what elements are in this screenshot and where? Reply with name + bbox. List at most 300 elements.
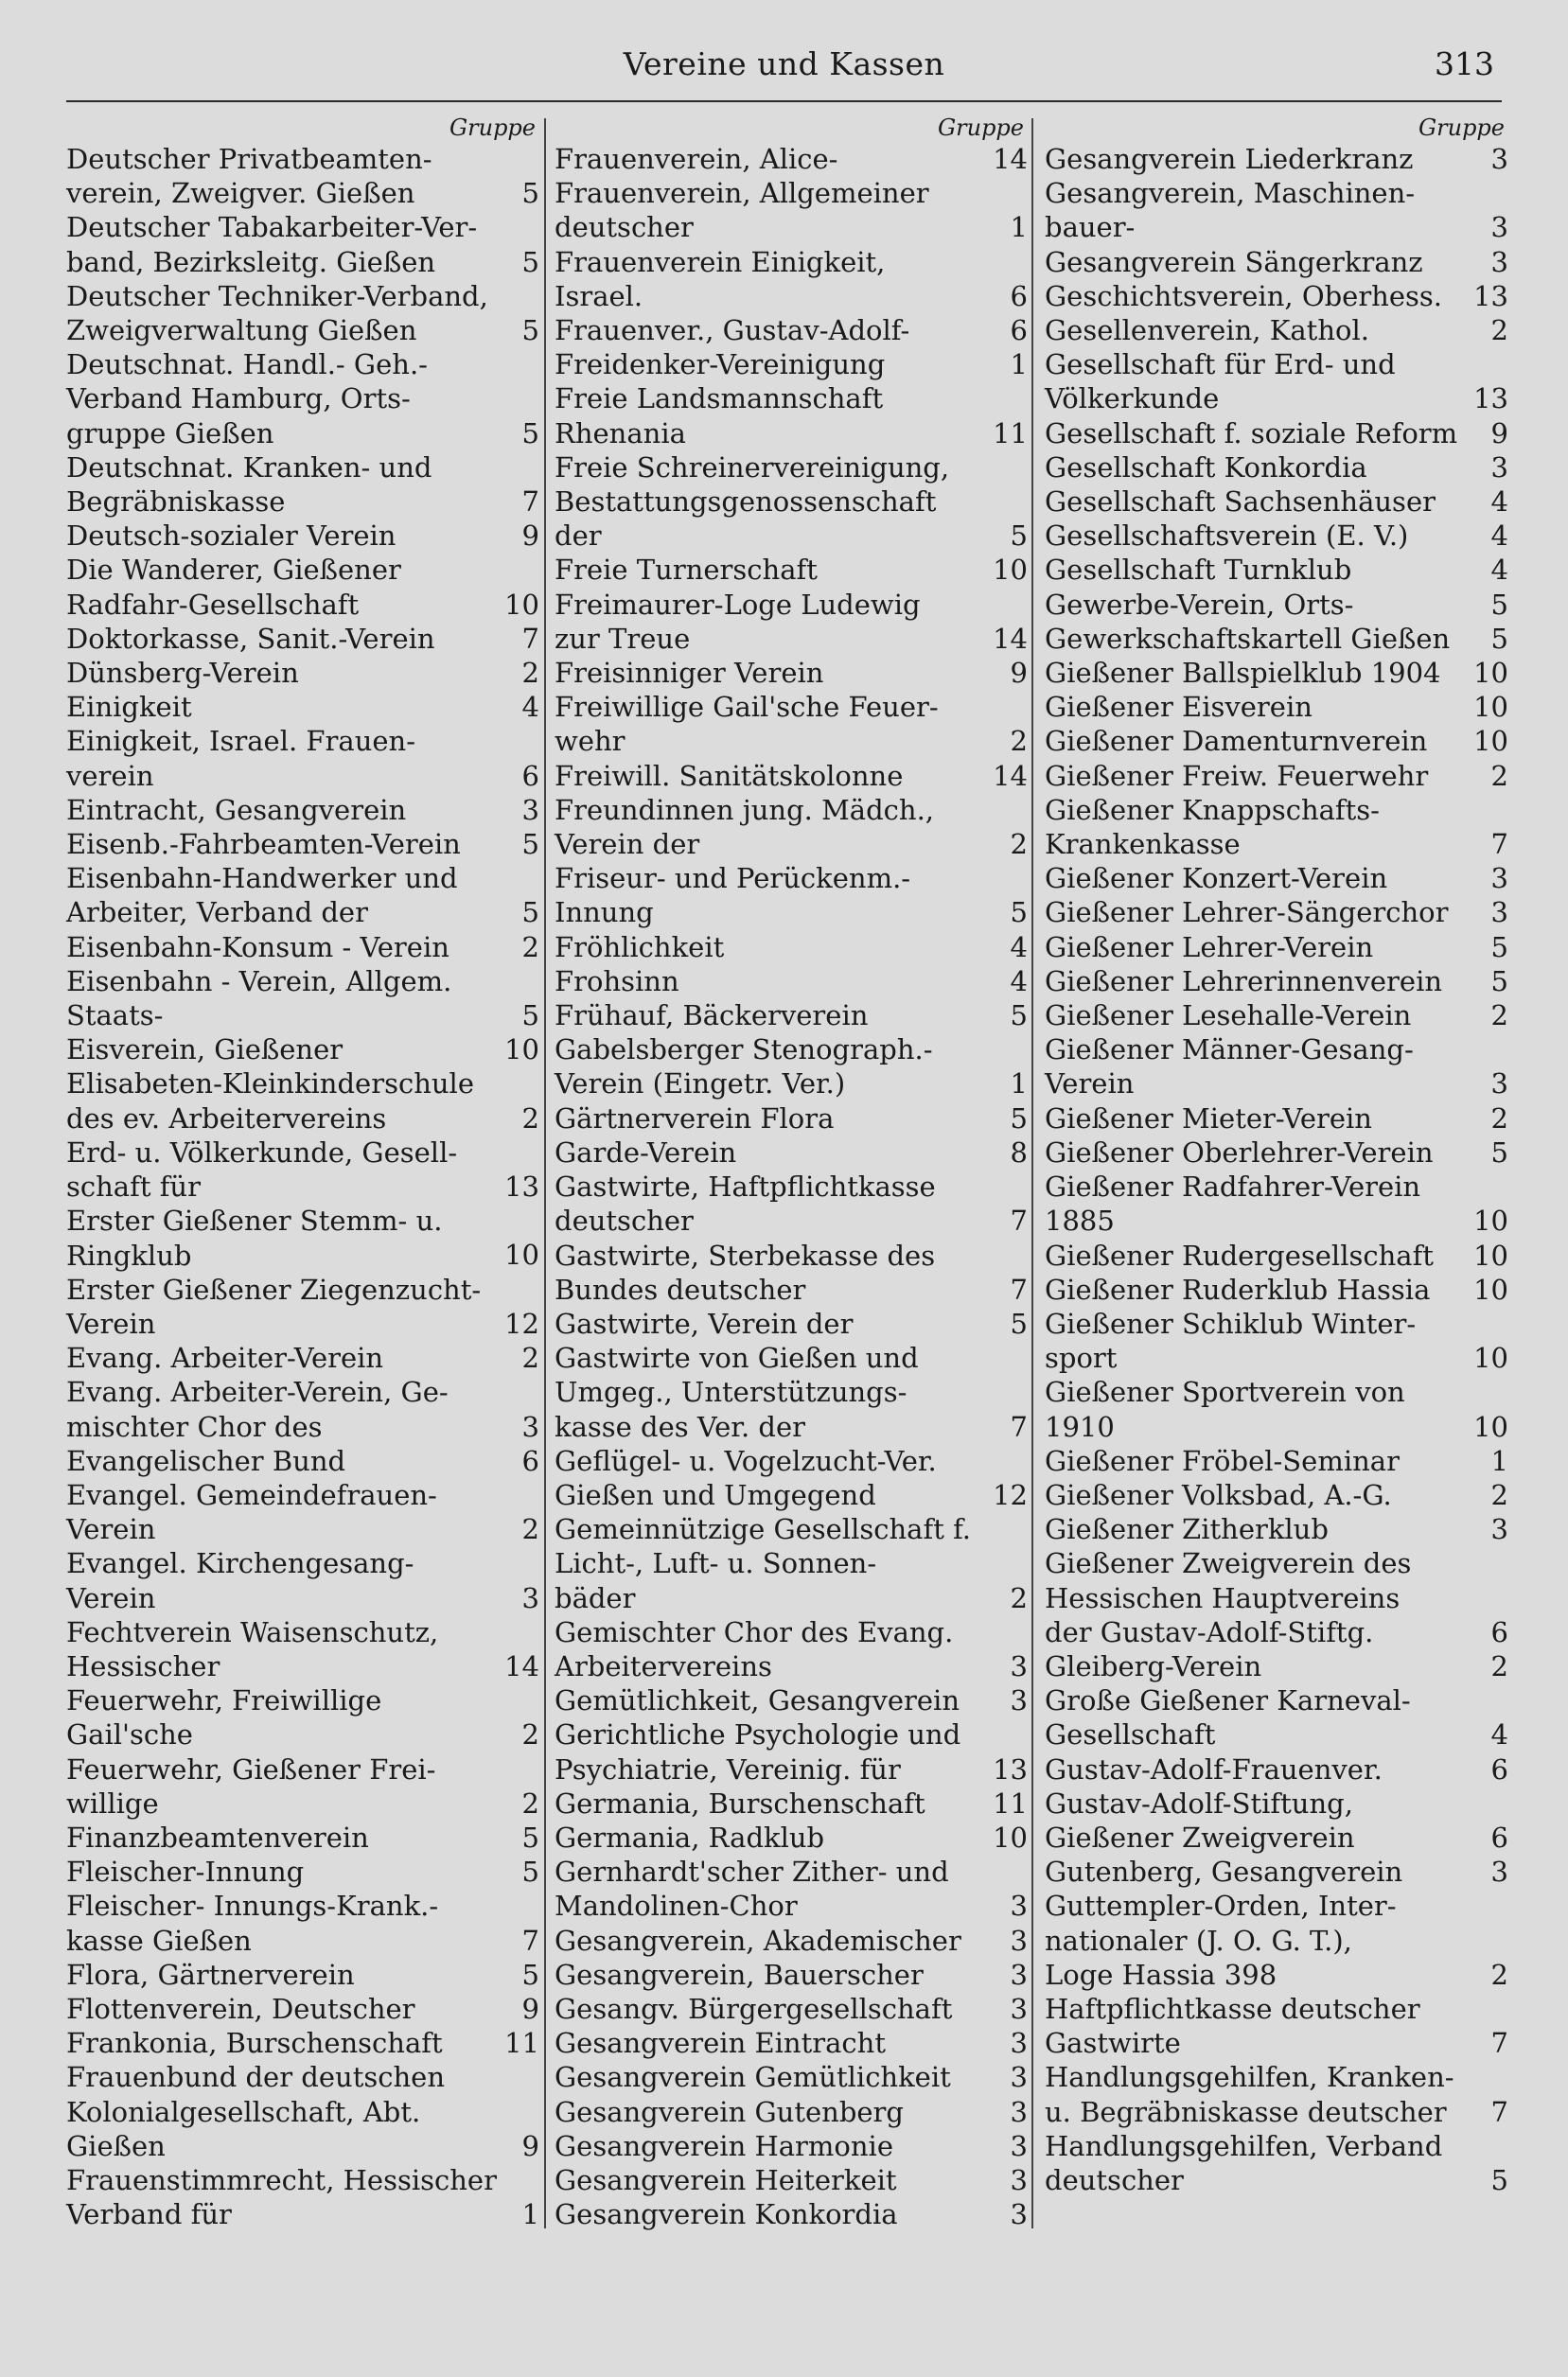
group-number: 3 — [1010, 1890, 1028, 1923]
entry-name: Gesellschaftsverein (E. V.) — [1045, 519, 1409, 553]
group-number: 11 — [993, 416, 1028, 449]
entry-name: Gesellschaft Sachsenhäuser — [1045, 485, 1436, 519]
entry-name: Gesangverein, Bauerscher — [555, 1958, 924, 1991]
entry-name: Gießener Fröbel-Seminar — [1045, 1444, 1400, 1477]
list-item — [1045, 1649, 1508, 1683]
entry-name: Gießener Damenturnverein — [1045, 725, 1428, 758]
list-item — [1045, 450, 1508, 484]
entry-name: Frauenver., Gustav-Adolf- — [555, 314, 910, 347]
entry-name: Eisenbahn - Verein, Allgem. Staats- — [66, 964, 452, 1032]
group-number: 3 — [1010, 2095, 1028, 2128]
entry-name: Frauenbund der deutschen Kolonialgesellschaft, Abt. Gießen — [66, 2061, 445, 2162]
group-number: 2 — [521, 1787, 539, 1820]
list-item — [555, 1307, 1028, 1341]
list-item — [1045, 1375, 1508, 1443]
group-number: 5 — [521, 177, 539, 210]
group-number: 5 — [1490, 930, 1508, 963]
entry-name: Gießener Lehrerinnenverein — [1045, 964, 1443, 997]
entry-name: Gleiberg-Verein — [1045, 1649, 1262, 1682]
list-item — [555, 690, 1028, 758]
list-item — [555, 1717, 1028, 1786]
list-item — [555, 2026, 1028, 2060]
group-number: 5 — [1010, 1101, 1028, 1135]
group-number: 14 — [993, 759, 1028, 792]
entry-name: Gießener Schiklub Winter- sport — [1045, 1307, 1417, 1375]
entry-name: Eintracht, Gesangverein — [66, 793, 407, 826]
list-item — [1045, 759, 1508, 793]
entry-name: Handlungsgehilfen, Verband deutscher — [1045, 2129, 1443, 2196]
group-number: 8 — [1010, 1136, 1028, 1169]
group-number: 5 — [521, 828, 539, 861]
list-item — [1045, 2060, 1508, 2128]
group-number: 3 — [1010, 1684, 1028, 1717]
group-number: 3 — [1010, 1958, 1028, 1991]
group-number: 5 — [1010, 519, 1028, 553]
list-item — [1045, 1787, 1508, 1855]
group-number: 14 — [993, 622, 1028, 655]
list-item — [1045, 1752, 1508, 1787]
entry-name: Gastwirte, Sterbekasse des Bundes deutscher — [555, 1239, 936, 1306]
list-item — [1045, 1512, 1508, 1546]
entry-name: Gemütlichkeit, Gesangverein — [555, 1684, 960, 1717]
group-number: 3 — [1490, 1856, 1508, 1889]
list-item — [555, 1101, 1028, 1136]
group-number: 7 — [1490, 2095, 1508, 2128]
group-number: 5 — [521, 999, 539, 1032]
group-number: 3 — [521, 1410, 539, 1443]
entry-name: Fleischer-Innung — [66, 1856, 305, 1889]
group-number: 3 — [1010, 2061, 1028, 2094]
list-item — [66, 656, 539, 690]
group-number: 13 — [504, 1171, 539, 1204]
group-number: 1 — [1010, 348, 1028, 381]
group-number: 5 — [1490, 588, 1508, 621]
list-item — [66, 1032, 539, 1066]
entry-name: Gießener Ballspielklub 1904 — [1045, 657, 1441, 690]
entry-name: Gesellenverein, Kathol. — [1045, 314, 1369, 347]
list-item — [1045, 245, 1508, 279]
list-item — [66, 861, 539, 929]
group-number: 5 — [521, 1958, 539, 1991]
list-item — [1045, 656, 1508, 690]
entry-name: Gießener Sportverein von 1910 — [1045, 1376, 1405, 1443]
list-item — [555, 381, 1028, 449]
entry-name: Freisinniger Verein — [555, 657, 824, 690]
entry-name: Gustav-Adolf-Frauenver. — [1045, 1752, 1383, 1786]
list-item — [555, 1239, 1028, 1307]
group-number: 9 — [521, 519, 539, 553]
entry-name: Erster Gießener Ziegenzucht- Verein — [66, 1273, 482, 1340]
column-3 — [1045, 114, 1508, 2197]
list-item — [1045, 142, 1508, 176]
entry-name: Flora, Gärtnerverein — [66, 1958, 355, 1991]
group-number: 5 — [1010, 1307, 1028, 1340]
group-number: 5 — [1490, 622, 1508, 655]
list-item — [66, 1136, 539, 1204]
group-number: 4 — [1010, 930, 1028, 963]
entry-name: Einigkeit, Israel. Frauen- verein — [66, 725, 416, 792]
entry-name: Evangel. Gemeindefrauen- Verein — [66, 1478, 437, 1546]
group-number: 5 — [521, 896, 539, 929]
group-number: 3 — [1490, 450, 1508, 484]
group-number: 13 — [1473, 279, 1508, 312]
entry-name: Gabelsberger Stenograph.- Verein (Eingetr. Ver.) — [555, 1033, 933, 1100]
group-number: 3 — [1010, 2129, 1028, 2162]
group-number: 10 — [504, 1239, 539, 1272]
group-number: 4 — [1010, 964, 1028, 997]
entry-name: Gießener Knappschafts- Krankenkasse — [1045, 793, 1380, 861]
entry-name: Eisenbahn-Konsum - Verein — [66, 930, 449, 963]
list-item — [66, 1958, 539, 1992]
group-number: 3 — [1010, 2027, 1028, 2060]
group-number: 13 — [1473, 382, 1508, 415]
list-item — [66, 519, 539, 553]
group-number: 10 — [1473, 657, 1508, 690]
entry-name: Freie Schreinervereinigung, Bestattungsgenossenschaft der — [555, 450, 950, 553]
column-divider — [1031, 118, 1033, 2228]
group-label: Gruppe — [449, 114, 536, 141]
list-item — [1045, 622, 1508, 656]
group-number: 10 — [1473, 1410, 1508, 1443]
entry-name: Gerichtliche Psychologie und Psychiatrie, Vereinig. für — [555, 1718, 961, 1786]
list-item — [555, 1341, 1028, 1444]
group-number: 4 — [1490, 519, 1508, 553]
entry-name: Fleischer- Innungs-Krank.- kasse Gießen — [66, 1890, 439, 1957]
group-number: 3 — [1490, 862, 1508, 895]
list-item — [1045, 1032, 1508, 1100]
entry-name: Flottenverein, Deutscher — [66, 1992, 415, 2025]
group-number: 2 — [1010, 828, 1028, 861]
entry-name: Gesangverein, Akademischer — [555, 1924, 961, 1957]
list-item — [555, 1615, 1028, 1683]
entry-name: Geflügel- u. Vogelzucht-Ver. Gießen und Umgegend — [555, 1444, 937, 1511]
group-number: 2 — [1010, 1581, 1028, 1614]
list-item — [66, 1341, 539, 1375]
group-number: 6 — [1490, 1752, 1508, 1786]
entry-name: Gastwirte, Haftpflichtkasse deutscher — [555, 1171, 936, 1238]
list-item — [1045, 313, 1508, 347]
list-item — [66, 1546, 539, 1614]
group-number: 2 — [1490, 1649, 1508, 1682]
group-number: 3 — [1490, 1067, 1508, 1100]
group-number: 5 — [521, 416, 539, 449]
group-number: 2 — [1490, 759, 1508, 792]
entry-name: Große Gießener Karneval- Gesellschaft — [1045, 1684, 1411, 1752]
list-item — [66, 622, 539, 656]
group-number: 7 — [1490, 2027, 1508, 2060]
list-item — [1045, 998, 1508, 1032]
entry-name: Eisenb.-Fahrbeamten-Verein — [66, 828, 461, 861]
page-number: 313 — [1435, 45, 1494, 82]
group-number: 5 — [521, 245, 539, 278]
group-number: 10 — [1473, 1273, 1508, 1306]
group-number: 10 — [1473, 1239, 1508, 1272]
list-item — [1045, 1101, 1508, 1136]
entry-name: Gießener Zweigverein des Hessischen Hauptvereins der Gustav-Adolf-Stiftg. — [1045, 1547, 1412, 1648]
entry-name: Frauenverein, Allgemeiner deutscher — [555, 177, 929, 244]
group-number: 2 — [1010, 725, 1028, 758]
list-item — [1045, 1855, 1508, 1889]
entry-name: Frauenverein Einigkeit, Israel. — [555, 245, 886, 312]
column-divider — [544, 118, 546, 2228]
list-item — [1045, 1307, 1508, 1375]
group-number: 2 — [521, 1101, 539, 1135]
group-number: 3 — [1010, 1649, 1028, 1682]
entry-name: Gießener Oberlehrer-Verein — [1045, 1136, 1434, 1169]
list-item — [1045, 690, 1508, 724]
entry-name: Freie Landsmannschaft Rhenania — [555, 382, 884, 449]
group-number: 2 — [1490, 1101, 1508, 1135]
list-item — [1045, 1273, 1508, 1307]
group-number: 2 — [521, 1342, 539, 1375]
list-item — [66, 279, 539, 347]
group-number: 7 — [1010, 1410, 1028, 1443]
entry-name: Erd- u. Völkerkunde, Gesell- schaft für — [66, 1136, 458, 1204]
entry-name: Gesangverein Konkordia — [555, 2198, 898, 2231]
entry-name: Geschichtsverein, Oberhess. — [1045, 279, 1443, 312]
entry-name: Deutschnat. Handl.- Geh.- Verband Hamburg, Orts- gruppe Gießen — [66, 348, 428, 449]
list-item — [1045, 176, 1508, 244]
list-item — [555, 1136, 1028, 1170]
entry-name: Dünsberg-Verein — [66, 657, 299, 690]
list-item — [1045, 895, 1508, 929]
group-number: 13 — [993, 1752, 1028, 1786]
entry-name: Friseur- und Perückenm.- Innung — [555, 862, 911, 929]
list-item — [555, 2197, 1028, 2231]
group-number: 12 — [993, 1478, 1028, 1511]
group-number: 5 — [521, 1856, 539, 1889]
group-number: 10 — [1473, 691, 1508, 724]
list-item — [66, 1992, 539, 2026]
entry-name: Gastwirte von Gießen und Umgeg., Unterstützungs- kasse des Ver. der — [555, 1342, 919, 1443]
entry-name: Gießener Lehrer-Sängerchor — [1045, 896, 1449, 929]
group-number: 3 — [521, 793, 539, 826]
entry-name: Gießener Rudergesellschaft — [1045, 1239, 1434, 1272]
entry-name: Elisabeten-Kleinkinderschule des ev. Arbeitervereins — [66, 1067, 474, 1135]
group-number: 6 — [1490, 1615, 1508, 1648]
list-item — [1045, 1546, 1508, 1649]
entry-name: Gemeinnützige Gesellschaft f. Licht-, Luft- u. Sonnen- bäder — [555, 1513, 971, 1614]
list-item — [555, 2095, 1028, 2129]
entry-name: Gesellschaft Konkordia — [1045, 450, 1367, 484]
list-item — [66, 142, 539, 210]
list-item — [555, 1444, 1028, 1512]
list-item — [66, 2060, 539, 2163]
list-item — [555, 1512, 1028, 1615]
list-item — [555, 1924, 1028, 1958]
group-number: 3 — [1490, 896, 1508, 929]
list-item — [1045, 793, 1508, 861]
entry-name: Feuerwehr, Freiwillige Gail'sche — [66, 1684, 382, 1752]
list-item — [66, 1066, 539, 1135]
entry-name: Frohsinn — [555, 964, 679, 997]
list-item — [66, 930, 539, 964]
group-number: 2 — [1490, 999, 1508, 1032]
list-item — [555, 861, 1028, 929]
entry-name: Gutenberg, Gesangverein — [1045, 1856, 1403, 1889]
entry-name: Einigkeit — [66, 691, 192, 724]
group-number: 7 — [1010, 1273, 1028, 1306]
list-item — [555, 1683, 1028, 1717]
entry-name: Freie Turnerschaft — [555, 554, 818, 587]
group-number: 5 — [521, 314, 539, 346]
group-number: 6 — [1010, 314, 1028, 347]
entry-name: Gießener Radfahrer-Verein 1885 — [1045, 1171, 1421, 1238]
entry-name: Gastwirte, Verein der — [555, 1307, 854, 1340]
list-item — [66, 690, 539, 724]
group-number: 3 — [1490, 245, 1508, 278]
list-item — [555, 1992, 1028, 2026]
entry-name: Guttempler-Orden, Inter- nationaler (J. O. G. T.), Loge Hassia 398 — [1045, 1890, 1397, 1991]
list-item — [1045, 1239, 1508, 1273]
group-number: 4 — [1490, 485, 1508, 519]
list-item — [1045, 519, 1508, 553]
list-item — [66, 1273, 539, 1341]
group-number: 1 — [1010, 211, 1028, 244]
entry-name: Gesangverein, Maschinen- bauer- — [1045, 177, 1416, 244]
group-number: 2 — [1490, 1958, 1508, 1991]
entry-name: Gewerbe-Verein, Orts- — [1045, 588, 1354, 621]
column-2 — [555, 114, 1028, 2231]
entry-name: Evang. Arbeiter-Verein, Ge- mischter Chor des — [66, 1376, 449, 1443]
entry-name: Gemischter Chor des Evang. Arbeitervereins — [555, 1615, 954, 1682]
group-number: 7 — [1010, 1205, 1028, 1238]
entry-name: Deutscher Techniker-Verband, Zweigverwaltung Gießen — [66, 279, 488, 347]
list-item — [555, 793, 1028, 861]
group-label: Gruppe — [937, 114, 1024, 141]
list-item — [1045, 2129, 1508, 2197]
list-item — [66, 1683, 539, 1752]
list-item — [1045, 1683, 1508, 1752]
list-item — [555, 759, 1028, 793]
group-label: Gruppe — [1418, 114, 1505, 141]
entry-name: Gießener Konzert-Verein — [1045, 862, 1388, 895]
entry-name: Eisenbahn-Handwerker und Arbeiter, Verband der — [66, 862, 458, 929]
list-item — [555, 588, 1028, 656]
group-number: 3 — [1490, 211, 1508, 244]
entry-name: Finanzbeamtenverein — [66, 1821, 369, 1854]
group-number: 11 — [993, 1787, 1028, 1820]
list-item — [66, 1615, 539, 1683]
entry-name: Handlungsgehilfen, Kranken- u. Begräbniskasse deutscher — [1045, 2061, 1454, 2128]
list-item — [555, 176, 1028, 244]
list-item — [555, 998, 1028, 1032]
group-number: 5 — [1010, 896, 1028, 929]
entry-name: Die Wanderer, Gießener Radfahr-Gesellschaft — [66, 554, 401, 621]
list-item — [555, 656, 1028, 690]
entry-name: Freiwillige Gail'sche Feuer- wehr — [555, 691, 939, 758]
entry-name: Frankonia, Burschenschaft — [66, 2027, 443, 2060]
list-item — [66, 347, 539, 450]
entry-name: Gießener Männer-Gesang- Verein — [1045, 1033, 1414, 1100]
group-number: 10 — [504, 1033, 539, 1066]
list-item — [555, 1787, 1028, 1821]
group-number: 3 — [1010, 1992, 1028, 2025]
entry-name: Frauenverein, Alice- — [555, 143, 838, 175]
list-item — [66, 1375, 539, 1443]
entry-name: Freidenker-Vereinigung — [555, 348, 886, 381]
list-item — [555, 142, 1028, 176]
group-number: 7 — [521, 1924, 539, 1957]
entry-name: Freiwill. Sanitätskolonne — [555, 759, 904, 792]
list-item — [66, 964, 539, 1032]
list-item — [1045, 1889, 1508, 1992]
list-item — [555, 1855, 1028, 1923]
entry-name: Gießener Lesehalle-Verein — [1045, 999, 1412, 1032]
group-number: 3 — [1490, 143, 1508, 175]
list-item — [1045, 724, 1508, 758]
list-item — [1045, 861, 1508, 895]
column-1 — [66, 114, 539, 2231]
entry-name: Gesangverein Liederkranz — [1045, 143, 1414, 175]
list-item — [1045, 279, 1508, 313]
list-item — [66, 1821, 539, 1855]
page-title: Vereine und Kassen — [623, 45, 945, 82]
entry-name: Freundinnen jung. Mädch., Verein der — [555, 793, 935, 861]
entry-name: Gesangverein Sängerkranz — [1045, 245, 1423, 278]
group-number: 9 — [1490, 416, 1508, 449]
entry-name: Gießener Ruderklub Hassia — [1045, 1273, 1431, 1306]
entry-name: Gärtnerverein Flora — [555, 1101, 835, 1135]
entry-name: Eisverein, Gießener — [66, 1033, 344, 1066]
entry-name: Germania, Radklub — [555, 1821, 825, 1854]
entry-name: Gustav-Adolf-Stiftung, Gießener Zweigverein — [1045, 1787, 1355, 1854]
list-item — [1045, 1444, 1508, 1478]
list-item — [555, 347, 1028, 381]
entry-name: Gießener Volksbad, A.-G. — [1045, 1478, 1392, 1511]
entry-name: Evangelischer Bund — [66, 1444, 346, 1477]
entry-name: Frühauf, Bäckerverein — [555, 999, 869, 1032]
list-item — [66, 553, 539, 621]
group-number: 5 — [1010, 999, 1028, 1032]
entry-name: Gesangv. Bürgergesellschaft — [555, 1992, 953, 2025]
list-item — [66, 210, 539, 278]
group-number: 6 — [521, 1444, 539, 1477]
group-number: 3 — [1010, 2163, 1028, 2196]
group-number: 2 — [521, 930, 539, 963]
group-number: 10 — [1473, 1342, 1508, 1375]
group-number: 1 — [1010, 1067, 1028, 1100]
entry-name: Deutscher Privatbeamten- verein, Zweigver. Gießen — [66, 143, 432, 210]
group-number: 5 — [521, 1821, 539, 1854]
group-number: 4 — [1490, 1718, 1508, 1752]
entry-name: Deutscher Tabakarbeiter-Ver- band, Bezirksleitg. Gießen — [66, 211, 478, 278]
list-item — [555, 450, 1028, 554]
list-item — [1045, 930, 1508, 964]
list-item — [1045, 964, 1508, 998]
group-number: 9 — [1010, 657, 1028, 690]
entry-name: Gießener Mieter-Verein — [1045, 1101, 1372, 1135]
list-item — [66, 1204, 539, 1272]
entry-name: Germania, Burschenschaft — [555, 1787, 925, 1820]
list-item — [555, 2129, 1028, 2163]
group-number: 5 — [1490, 1136, 1508, 1169]
list-item — [555, 1032, 1028, 1100]
entry-name: Gesangverein Gutenberg — [555, 2095, 904, 2128]
group-number: 12 — [504, 1307, 539, 1340]
group-number: 2 — [521, 1513, 539, 1546]
list-item — [66, 724, 539, 792]
entry-name: Gesellschaft für Erd- und Völkerkunde — [1045, 348, 1396, 415]
header-rule — [66, 100, 1502, 102]
list-item — [66, 793, 539, 827]
list-item — [555, 1821, 1028, 1855]
group-number: 11 — [504, 2027, 539, 2060]
group-number: 3 — [1490, 1513, 1508, 1546]
entry-name: Deutsch-sozialer Verein — [66, 519, 396, 553]
group-number: 7 — [521, 622, 539, 655]
page-header — [66, 42, 1502, 108]
